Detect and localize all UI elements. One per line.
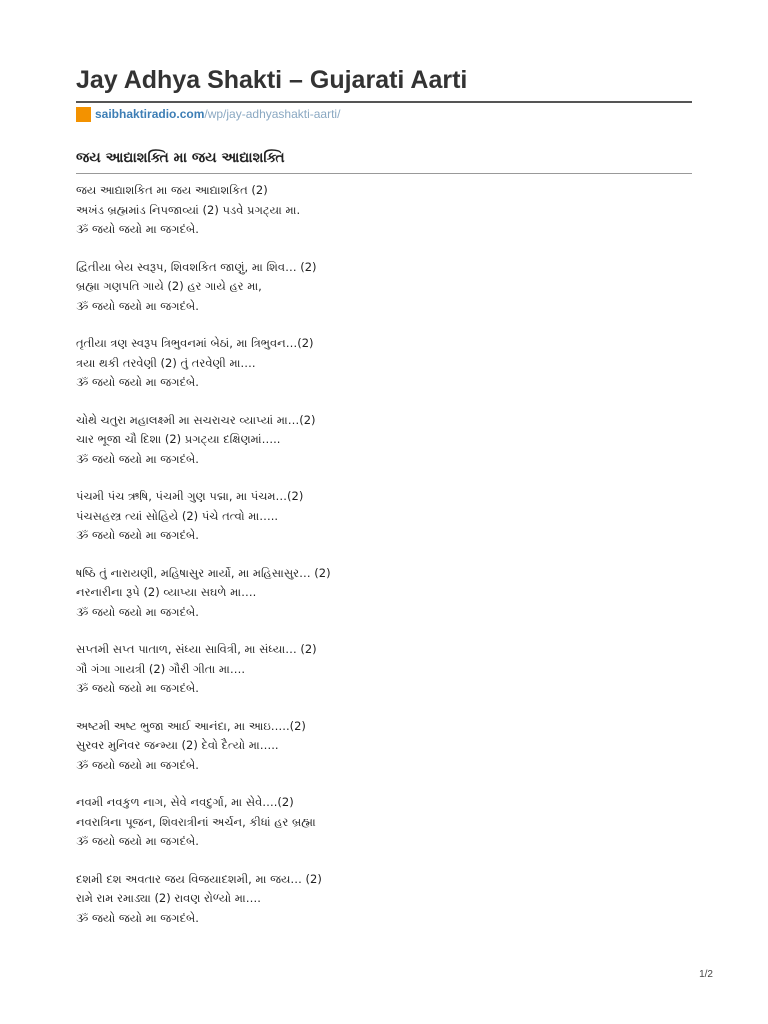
verse-line: તૃતીયા ત્રણ સ્વરૂપ ત્રિભુવનમાં બેઠાં, મા ત્રિભુવન…(2) xyxy=(76,336,314,350)
verse-line: સુરવર મુનિવર જન્મ્યા (2) દેવો દૈત્યો મા….. xyxy=(76,738,279,752)
verse-line: ૐ જયો જયો મા જગદંબે. xyxy=(76,528,199,542)
verse-line: ૐ જયો જયો મા જગદંબે. xyxy=(76,375,199,389)
verse-line: જય આદ્યાશકિત મા જય આદ્યાશકિત (2) xyxy=(76,183,268,197)
heading-divider xyxy=(76,173,692,174)
verse-line: ૐ જયો જયો મા જગદંબે. xyxy=(76,451,199,466)
verse-block xyxy=(76,181,692,240)
section-heading: જય આદ્યાશક્તિ મા જય આદ્યાશક્તિ xyxy=(76,150,285,166)
verse-line: બ્રહ્મા ગણપતિ ગાયે (2) હર ગાયે હર મા, xyxy=(76,279,262,293)
source-link[interactable] xyxy=(95,107,340,121)
verse-block xyxy=(76,564,692,623)
verse-line: ષષ્ઠિ તું નારાયણી, મહિષાસુર માર્યો, મા મહિસાસુર… (2) xyxy=(76,565,331,580)
verse-line: સપ્તમી સપ્ત પાતાળ, સંધ્યા સાવિત્રી, મા સંધ્યા… (2) xyxy=(76,642,317,656)
verse-line: નરનારીના રૂપે (2) વ્યાપ્યા સઘળે મા…. xyxy=(76,585,257,599)
source-favicon-icon xyxy=(76,107,91,122)
verse-block xyxy=(76,411,692,470)
verse-line: ચોથે ચતુરા મહાલક્ષ્મી મા સચરાચર વ્યાપ્યાં મા…(2) xyxy=(76,412,316,427)
verse-line: ૐ જયો જયો મા જગદંબે. xyxy=(76,681,199,695)
source-domain: saibhaktiradio.com xyxy=(95,107,205,121)
verse-line: પંચમી પંચ ઋષિ, પંચમી ગુણ પદ્મા, મા પંચમ…(2) xyxy=(76,489,304,503)
verse-line: નવમી નવકુળ નાગ, સેવે નવદુર્ગા, મા સેવે….(2) xyxy=(76,795,294,809)
verse-block xyxy=(76,717,692,776)
verse-line: ૐ જયો જયો મા જગદંબે. xyxy=(76,298,199,313)
verse-line: ૐ જયો જયો મા જગદંબે. xyxy=(76,910,199,925)
verse-block xyxy=(76,793,692,852)
verse-line: નવરાત્રિના પૂજન, શિવરાત્રીનાં અર્ચન, કીધાં હર બ્રહ્મા xyxy=(76,814,316,829)
verse-line: રામે રામ રમાડ્યા (2) રાવણ રોળ્યો મા…. xyxy=(76,891,261,905)
verse-line: ૐ જયો જયો મા જગદંબે. xyxy=(76,757,199,772)
verse-block xyxy=(76,487,692,546)
verse-line: ચાર ભૂજા ચૌ દિશા (2) પ્રગટ્યા દક્ષિણમાં….. xyxy=(76,432,281,446)
verse-line: ૐ જયો જયો મા જગદંબે. xyxy=(76,834,199,848)
verse-line: અખંડ બ્રહ્મમાંડ નિપજાવ્યાં (2) પડવે પ્રગટ્યા મા. xyxy=(76,202,301,217)
verse-line: પંચસહસ્ત્ર ત્યાં સોહિયે (2) પંચે તત્વો મા….. xyxy=(76,508,279,523)
verse-line: ૐ જયો જયો મા જગદંબે. xyxy=(76,222,199,236)
page-number: 1/2 xyxy=(699,969,713,980)
verse-line: ૐ જયો જયો મા જગદંબે. xyxy=(76,604,199,619)
title-divider xyxy=(76,101,692,103)
verse-block xyxy=(76,870,692,929)
verse-block xyxy=(76,640,692,699)
verse-block xyxy=(76,258,692,317)
source-link-row xyxy=(76,105,340,123)
verse-line: અષ્ટમી અષ્ટ ભુજા આઈ આનંદા, મા આઇ…..(2) xyxy=(76,718,306,733)
verse-line: દશમી દશ અવતાર જય વિજયાદશમી, મા જય… (2) xyxy=(76,871,322,886)
aarti-verses xyxy=(76,181,692,946)
verse-line: ત્રયા થકી તરવેણી (2) તું તરવેણી મા…. xyxy=(76,355,256,370)
verse-line: દ્વિતીયા બેય સ્વરૂપ, શિવશકિત જાણું, મા શિવ… (2) xyxy=(76,259,317,274)
page-title: Jay Adhya Shakti – Gujarati Aarti xyxy=(76,66,468,94)
verse-line: ગૌ ગંગા ગાયત્રી (2) ગૌરી ગીતા મા…. xyxy=(76,661,245,676)
verse-block xyxy=(76,334,692,393)
source-path: /wp/jay-adhyashakti-aarti/ xyxy=(204,107,341,121)
